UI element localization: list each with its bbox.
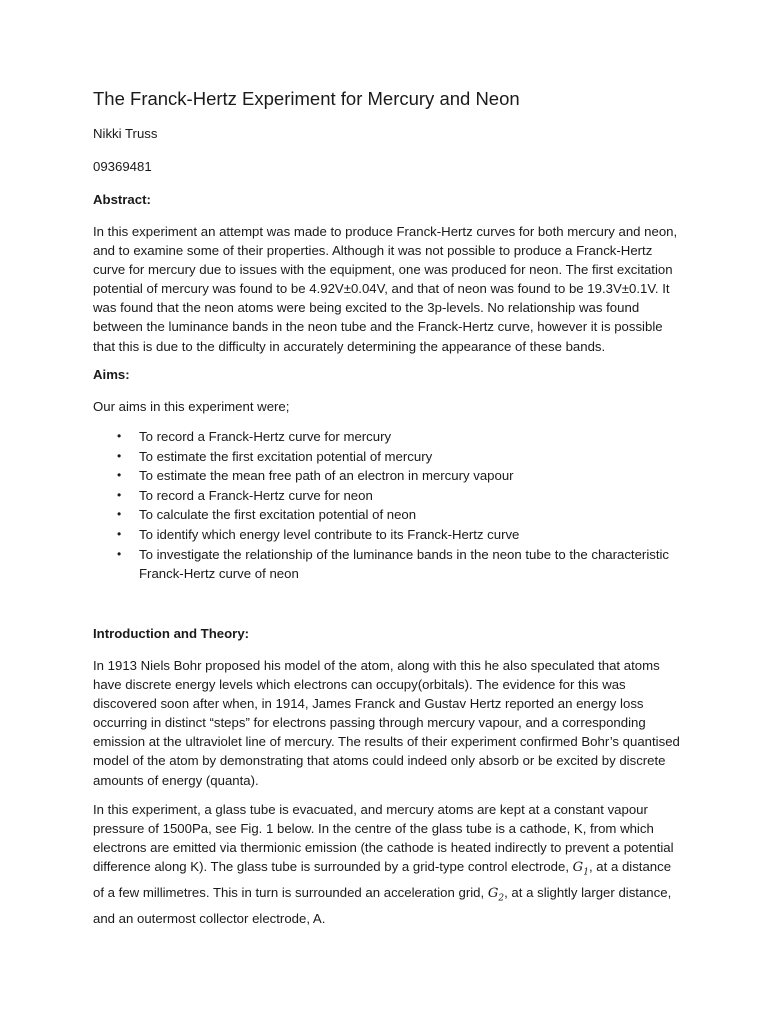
list-item: • To record a Franck-Hertz curve for mercury: [93, 427, 683, 447]
list-item: • To calculate the first excitation potential of neon: [93, 505, 683, 525]
intro-paragraph-1: In 1913 Niels Bohr proposed his model of the atom, along with this he also speculated that atoms have discrete energy levels which electrons can occupy(orbitals). The evidence for this was discovered soon after when, in 1914, James Franck and Gustav Hertz reported an energy loss occurring in distinct “steps” for electrons passing through mercury vapour, and a corresponding emission at the ultraviolet line of mercury. The results of their experiment confirmed Bohr’s quantised model of the atom by demonstrating that atoms could indeed only absorb or be excited by discrete amounts of energy (quanta).: [93, 658, 680, 788]
abstract-heading: Abstract:: [93, 192, 151, 207]
abstract-text: In this experiment an attempt was made to produce Franck-Hertz curves for both mercury and neon, and to examine some of their properties. Although it was not possible to produce a Franck-Hertz curve for mercury due to issues with the equipment, one was produced for neon. The first excitation potential of mercury was found to be 4.92V±0.04V, and that of neon was found to be 19.3V±0.1V. It was found that the neon atoms were being excited to the 3p-levels. No relationship was found between the luminance bands in the neon tube and the Franck-Hertz curve, however it is possible that this is due to the difficulty in accurately determining the appearance of these bands.: [93, 224, 678, 354]
bullet-icon: •: [117, 526, 122, 541]
student-id: 09369481: [93, 159, 152, 174]
bullet-icon: •: [117, 546, 122, 561]
list-item: • To estimate the mean free path of an electron in mercury vapour: [93, 466, 683, 486]
g2-symbol: $G_2$: [487, 886, 505, 904]
bullet-icon: •: [117, 429, 122, 443]
aims-heading: Aims:: [93, 367, 130, 382]
list-item: • To record a Franck-Hertz curve for neon: [93, 486, 683, 506]
aims-intro: Our aims in this experiment were;: [93, 399, 290, 414]
bullet-icon: •: [117, 468, 122, 483]
list-item: • To identify which energy level contribute to its Franck-Hertz curve: [93, 525, 683, 545]
author-name: Nikki Truss: [93, 126, 158, 141]
intro-heading: Introduction and Theory:: [93, 626, 250, 641]
aims-list: [93, 427, 683, 584]
bullet-icon: •: [117, 487, 122, 502]
list-item: • To investigate the relationship of the luminance bands in the neon tube to the characteristic Franck-Hertz curve of neon: [117, 546, 670, 582]
intro-paragraph-2: In this experiment, a glass tube is evacuated, and mercury atoms are kept at a constant vapour pressure of 1500Pa, see Fig. 1 below. In the centre of the glass tube is a cathode, K, from which electrons are emitted via thermionic emission (the cathode is heated indirectly to prevent a potential difference along K). The glass tube is surrounded by a grid-type control electrode, $G_1$, at a distance of a few millimetres. This in turn is surrounded an acceleration grid, $G_2$, at a slightly larger distance, and an outermost collector electrode, A.: [93, 802, 674, 926]
bullet-icon: •: [117, 507, 122, 522]
list-item: • To estimate the first excitation potential of mercury: [93, 447, 683, 467]
bullet-icon: •: [117, 448, 122, 463]
paper-title: The Franck-Hertz Experiment for Mercury and Neon: [93, 88, 520, 109]
g1-symbol: $G_1$: [572, 860, 589, 878]
